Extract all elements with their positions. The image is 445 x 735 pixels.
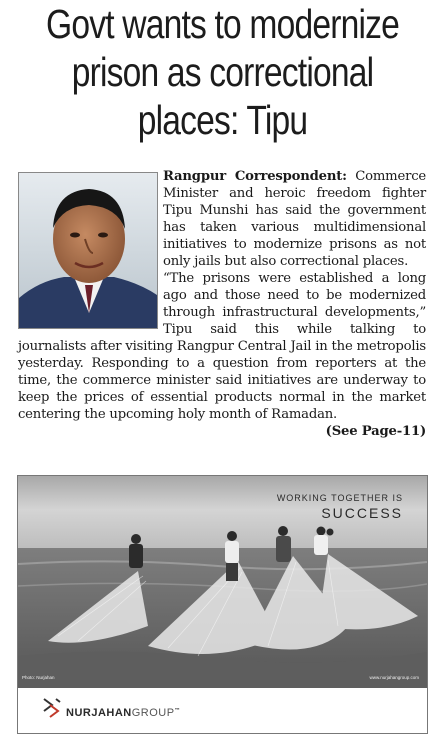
brand-suffix: GROUP [131,707,175,719]
headline-line: prison as correctional [71,49,374,95]
brand-name [66,707,180,719]
photo-credit: Photo: Nurjahan [22,675,55,680]
byline: Rangpur Correspondent: [163,169,347,184]
headline [0,0,445,144]
tagline-top: WORKING TOGETHER IS [276,493,403,503]
ad-tagline [277,493,403,521]
see-page-link[interactable]: (See Page-11) [325,424,426,439]
headline-line: Govt wants to modernize [45,1,399,47]
nurjahan-logo-icon [40,695,64,721]
headline-line: places: Tipu [137,97,308,143]
website-url[interactable]: www.nurjahangroup.com [369,675,419,680]
paragraph-2-text: “The prisons were established a long ago and those need to be modernized through infrastructural developments,” Tipu said this while talking to journalists after visiting Rangpur Central Jail in the metropolis yesterday. Responding to a question from reporters at the time, the commerce minister said initiatives are underway to keep the prices of essential products normal in the market centering the upcoming holy month of Ramadan. [18,271,426,422]
advertisement[interactable] [17,475,428,734]
trademark: ™ [174,707,181,714]
brand-word: NURJAHAN [66,707,132,719]
tagline-bottom: SUCCESS [321,505,403,521]
photo-spacer [18,168,163,330]
paragraph-1-text: Commerce Minister and heroic freedom fighter Tipu Munshi has said the government has taken various multidimensional initiatives to modernize prisons as not only jails but also correctional places. [163,169,426,269]
brand-logo [40,695,180,721]
article-body [18,168,426,440]
